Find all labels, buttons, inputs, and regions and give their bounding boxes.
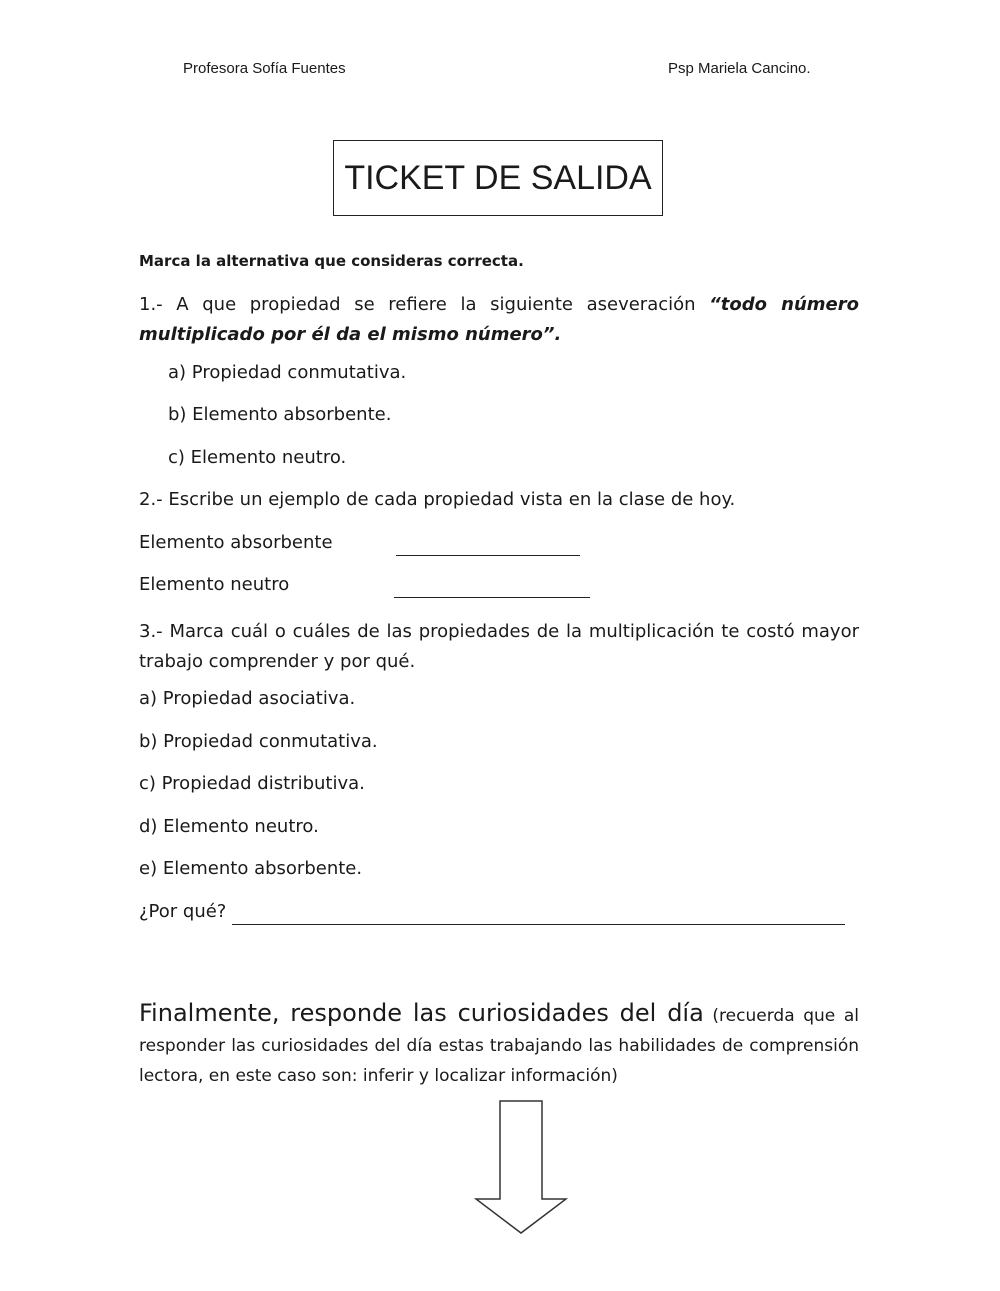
q3-option-e[interactable]: e) Elemento absorbente. <box>139 858 363 879</box>
question-1-prompt: 1.- A que propiedad se refiere la siguiente aseveración <box>139 294 710 315</box>
question-2-prompt: 2.- Escribe un ejemplo de cada propiedad vista en la clase de hoy. <box>139 489 736 510</box>
final-section <box>139 998 859 1091</box>
header-teacher: Profesora Sofía Fuentes <box>183 60 346 77</box>
q2-neutral-label: Elemento neutro <box>139 574 290 595</box>
down-arrow-icon <box>474 1100 568 1236</box>
q2-neutral-answer-line[interactable] <box>394 579 590 598</box>
q3-option-d[interactable]: d) Elemento neutro. <box>139 816 319 837</box>
q1-option-c[interactable]: c) Elemento neutro. <box>168 447 347 468</box>
q2-absorbent-label: Elemento absorbente <box>139 532 333 553</box>
q3-option-b[interactable]: b) Propiedad conmutativa. <box>139 731 378 752</box>
q1-option-a[interactable]: a) Propiedad conmutativa. <box>168 362 407 383</box>
final-note: (recuerda que al responder las curiosidades del día estas trabajando las habilidades de comprensión lectora, en este caso son: inferir y localizar información) <box>139 1006 860 1086</box>
question-3-prompt: 3.- Marca cuál o cuáles de las propiedades de la multiplicación te costó mayor trabajo comprender y por qué. <box>139 621 859 672</box>
final-heading: Finalmente, responde las curiosidades del día <box>139 999 704 1027</box>
question-1 <box>139 290 859 350</box>
q1-option-b[interactable]: b) Elemento absorbente. <box>168 404 392 425</box>
instruction: Marca la alternativa que consideras correcta. <box>139 252 524 270</box>
q2-absorbent-answer-line[interactable] <box>396 537 580 556</box>
q3-option-c[interactable]: c) Propiedad distributiva. <box>139 773 365 794</box>
page-title-box <box>333 140 663 216</box>
q3-why-answer-line[interactable] <box>232 906 845 925</box>
question-1-quote: “todo número multiplicado por él da el mismo número”. <box>139 294 859 345</box>
page-title: TICKET DE SALIDA <box>344 158 652 197</box>
header-psp: Psp Mariela Cancino. <box>668 60 811 77</box>
q3-option-a[interactable]: a) Propiedad asociativa. <box>139 688 356 709</box>
q3-why-label: ¿Por qué? <box>139 901 227 922</box>
